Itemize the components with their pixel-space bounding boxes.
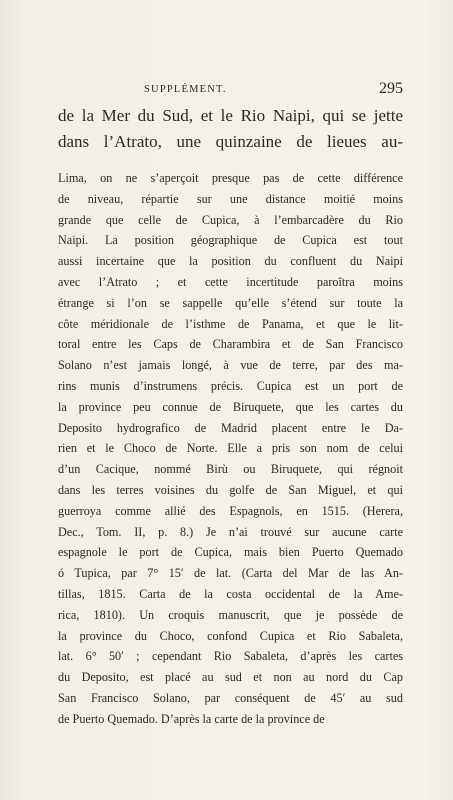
carryover-line: dans l’Atrato, une quinzaine de lieues au- xyxy=(58,132,403,151)
text-line: guerroya comme allié des Espagnols, en 1515. (Herera, xyxy=(58,503,403,518)
text-line: étrange si l’on se sappelle qu’elle s’étend sur toute la xyxy=(58,295,403,310)
text-line: d’un Cacique, nommé Birù ou Biruquete, qui régnoit xyxy=(58,462,403,477)
footnote-text xyxy=(58,168,403,730)
text-line: San Francisco Solano, par conséquent de 45′ au sud xyxy=(58,690,403,705)
text-line: rica, 1810). Un croquis manuscrit, que je possède de xyxy=(58,607,403,622)
text-line: du Deposito, est placé au sud et non au nord du Cap xyxy=(58,670,403,685)
text-line: tillas, 1815. Carta de la costa occidental de la Ame- xyxy=(58,586,403,601)
text-line: de Puerto Quemado. D’après la carte de la province de xyxy=(58,711,325,726)
text-line: côte méridionale de l’isthme de Panama, et que le lit- xyxy=(58,316,403,331)
text-line: toral entre les Caps de Charambira et de San Francisco xyxy=(58,337,403,352)
text-line: la province peu connue de Biruquete, que les cartes du xyxy=(58,399,403,414)
text-line: dans les terres voisines du golfe de San Miguel, et qui xyxy=(58,482,403,497)
carryover-text xyxy=(58,103,403,155)
text-line: lat. 6° 50′ ; cependant Rio Sabaleta, d’après les cartes xyxy=(58,649,403,664)
text-line: avec l’Atrato ; et cette incertitude paroîtra moins xyxy=(58,274,403,289)
text-line: ó Tupica, par 7° 15′ de lat. (Carta del Mar de las An- xyxy=(58,566,403,581)
running-title: SUPPLÉMENT. xyxy=(144,84,227,95)
page-number: 295 xyxy=(379,80,403,97)
text-line: de niveau, répartie sur une distance moitié moins xyxy=(58,191,403,206)
text-line: rins munis d’instrumens précis. Cupica est un port de xyxy=(58,378,403,393)
text-line: rien et le Choco de Norte. Elle a pris son nom de celui xyxy=(58,441,403,456)
carryover-line: de la Mer du Sud, et le Rio Naipi, qui se jette xyxy=(58,106,403,125)
text-line: Deposito hydrografico de Madrid placent entre le Da- xyxy=(58,420,403,435)
text-line: la province du Choco, confond Cupica et Rio Sabaleta, xyxy=(58,628,403,643)
running-head xyxy=(58,80,405,100)
text-line: Naipi. La position géographique de Cupica est tout xyxy=(58,233,403,248)
text-line: Solano n’est jamais longé, à vue de terre, par des ma- xyxy=(58,358,403,373)
text-line: Lima, on ne s’aperçoit presque pas de cette différence xyxy=(58,171,403,185)
text-line: Dec., Tom. II, p. 8.) Je n’ai trouvé sur aucune carte xyxy=(58,524,403,539)
text-line: aussi incertaine que la position du confluent du Naipi xyxy=(58,254,403,269)
text-line: espagnole le port de Cupica, mais bien Puerto Quemado xyxy=(58,545,403,560)
text-line: grande que celle de Cupica, à l’embarcadère du Rio xyxy=(58,212,403,227)
